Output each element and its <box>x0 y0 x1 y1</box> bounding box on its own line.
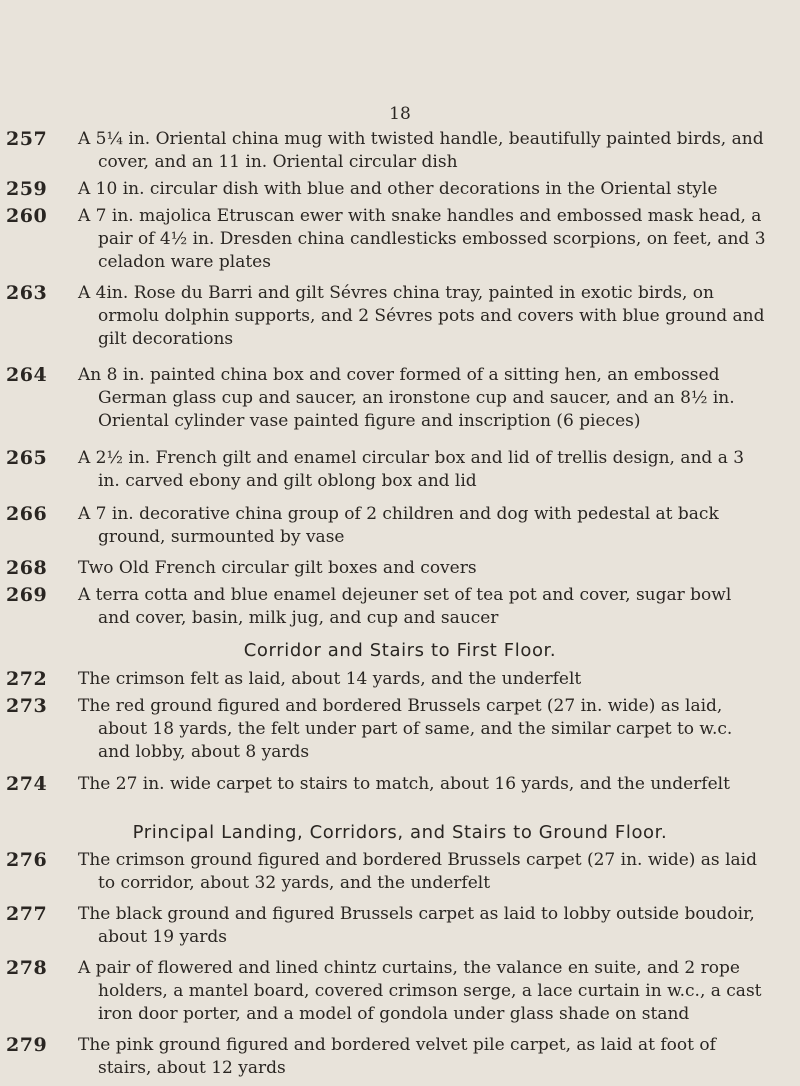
lot-description: A pair of flowered and lined chintz curtains, the valance en suite, and 2 rope holders, a mantel board, covered crimson serge, a lace curtain in w.c., a cast iron door porter, and a model of gondola under glass shade on stand <box>78 958 762 1024</box>
lot-description: A 7 in. majolica Etruscan ewer with snake handles and embossed mask head, a pair of 4½ in. Dresden china candlesticks embossed scorpions, on feet, and 3 celadon ware plates <box>78 206 766 272</box>
lot-number: 278 <box>6 957 48 979</box>
lot-number: 265 <box>6 447 48 469</box>
lot-number: 279 <box>6 1034 48 1056</box>
lot-description: A 4in. Rose du Barri and gilt Sévres china tray, painted in exotic birds, on ormolu dolphin supports, and 2 Sévres pots and covers with blue ground and gilt decorations <box>78 283 765 349</box>
lot-description: The 27 in. wide carpet to stairs to match, about 16 yards, and the underfelt <box>78 774 730 794</box>
lot-number: 259 <box>6 178 48 200</box>
lot-description: A 7 in. decorative china group of 2 children and dog with pedestal at back ground, surmounted by vase <box>78 504 719 547</box>
lot-number: 272 <box>6 668 48 690</box>
lot-description: The crimson ground figured and bordered Brussels carpet (27 in. wide) as laid to corridor, about 32 yards, and the underfelt <box>78 850 757 893</box>
lot-description: The pink ground figured and bordered velvet pile carpet, as laid at foot of stairs, about 12 yards <box>78 1035 716 1078</box>
lot-number: 268 <box>6 557 48 579</box>
lot-number: 276 <box>6 849 48 871</box>
lot-number: 257 <box>6 128 48 150</box>
lot-number: 277 <box>6 903 48 925</box>
lot-number: 260 <box>6 205 48 227</box>
lot-description: The black ground and figured Brussels carpet as laid to lobby outside boudoir, about 19 yards <box>78 904 755 947</box>
lot-description: The red ground figured and bordered Brussels carpet (27 in. wide) as laid, about 18 yards, the felt under part of same, and the similar carpet to w.c. and lobby, about 8 yards <box>78 696 733 762</box>
lot-number: 264 <box>6 364 48 386</box>
lot-description: Two Old French circular gilt boxes and covers <box>78 558 477 578</box>
lot-description: The crimson felt as laid, about 14 yards, and the underfelt <box>78 669 582 689</box>
section-heading: Principal Landing, Corridors, and Stairs to Ground Floor. <box>132 822 668 843</box>
lot-number: 263 <box>6 282 48 304</box>
lot-number: 273 <box>6 695 48 717</box>
lot-description: An 8 in. painted china box and cover formed of a sitting hen, an embossed German glass cup and saucer, an ironstone cup and saucer, and an 8½ in. Oriental cylinder vase painted figure and inscription (6 pieces) <box>78 365 735 431</box>
lot-description: A 5¼ in. Oriental china mug with twisted handle, beautifully painted birds, and cover, and an 11 in. Oriental circular dish <box>78 129 764 172</box>
lot-number: 266 <box>6 503 48 525</box>
lot-description: A 10 in. circular dish with blue and other decorations in the Oriental style <box>78 179 718 199</box>
lot-number: 269 <box>6 584 48 606</box>
section-heading: Corridor and Stairs to First Floor. <box>243 640 557 661</box>
lot-number: 274 <box>6 773 48 795</box>
page-number: 18 <box>389 104 411 124</box>
lot-description: A 2½ in. French gilt and enamel circular box and lid of trellis design, and a 3 in. carved ebony and gilt oblong box and lid <box>78 448 745 491</box>
lot-description: A terra cotta and blue enamel dejeuner set of tea pot and cover, sugar bowl and cover, basin, milk jug, and cup and saucer <box>78 585 732 628</box>
